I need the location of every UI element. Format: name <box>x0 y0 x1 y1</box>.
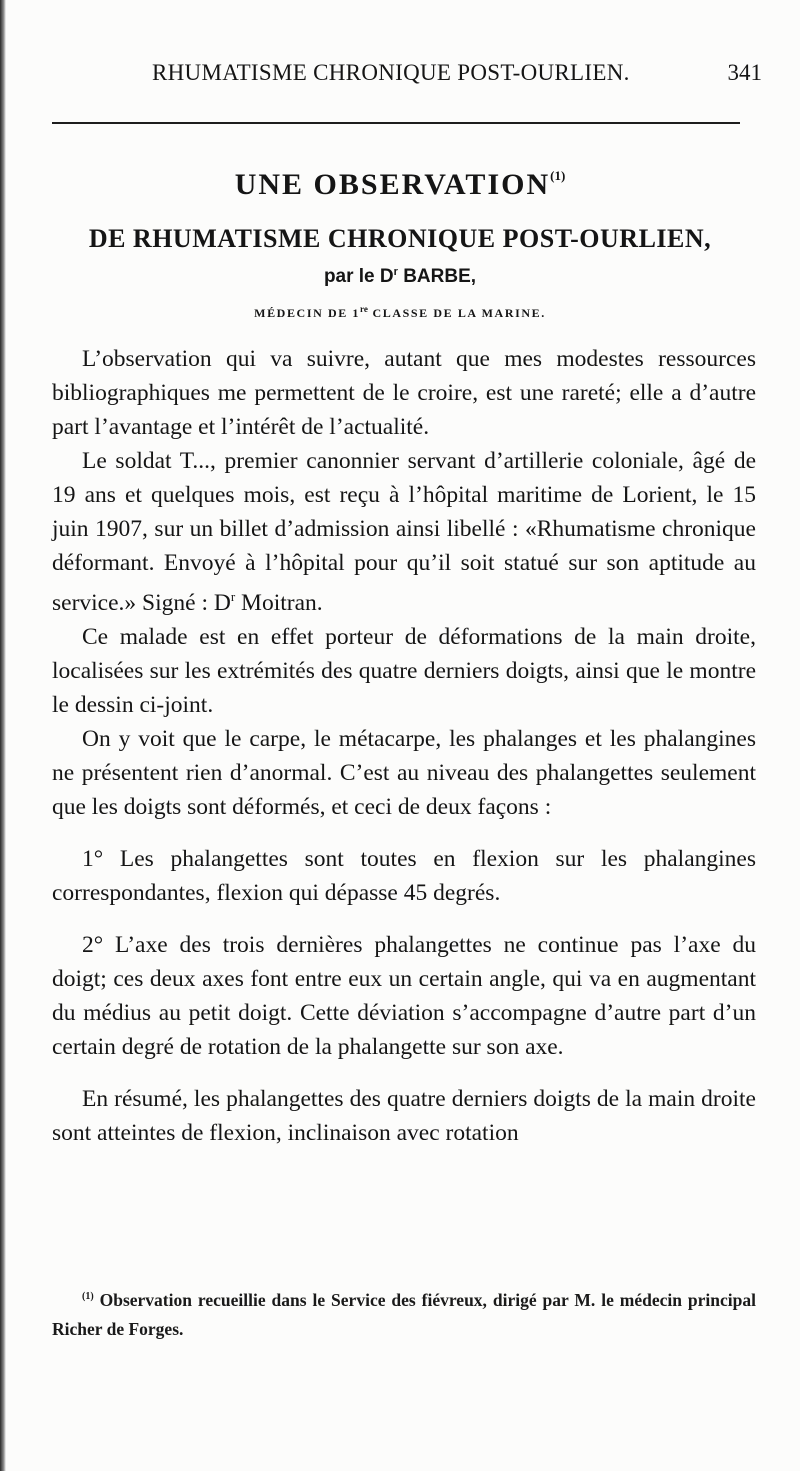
paragraph-phalanges: On y voit que le carpe, le métacarpe, les phalanges et les phalangines ne présentent rien d’anormal. C’est au niveau des phalangettes seulement que les doigts sont déformés, et ceci de deux façons : <box>52 726 756 820</box>
admission-superscript: r <box>230 589 236 604</box>
paragraph-admission <box>52 444 756 620</box>
paragraph-point-2: 2° L’axe des trois dernières phalangettes ne continue pas l’axe du doigt; ces deux axes font entre eux un certain angle, qui va en augmentant du médius au petit doigt. Cette déviation s’accompagne d’autre part d’un certain degré de rotation de la phalangette sur son axe. <box>52 932 756 1060</box>
affiliation-suffix: CLASSE DE LA MARINE. <box>372 306 546 320</box>
affiliation-superscript: re <box>360 304 368 314</box>
paragraph-intro: L’observation qui va suivre, autant que mes modestes ressources bibliographiques me permettent de le croire, est une rareté; elle a d’autre part l’avantage et l’intérêt de l’actualité. <box>52 346 756 440</box>
author-byline <box>0 266 800 288</box>
title-footnote-mark: (1) <box>550 168 566 183</box>
article-subtitle: DE RHUMATISME CHRONIQUE POST-OURLIEN, <box>88 224 712 253</box>
article-body <box>52 342 756 1150</box>
article-title <box>0 168 800 202</box>
author-name: BARBE, <box>403 266 477 287</box>
running-title: RHUMATISME CHRONIQUE POST-OURLIEN. <box>152 60 630 85</box>
footnote-paragraph <box>52 1282 756 1344</box>
running-header <box>52 60 762 94</box>
page-number: 341 <box>727 60 762 85</box>
affiliation-prefix: MÉDECIN DE 1 <box>254 306 361 320</box>
footnote <box>52 1282 756 1344</box>
page-edge-shadow <box>0 0 6 1471</box>
byline-prefix: par le D <box>323 266 394 287</box>
paragraph-deformation: Ce malade est en effet porteur de déformations de la main droite, localisées sur les extrémités des quatre derniers doigts, ainsi que le montre le dessin ci-joint. <box>52 624 756 718</box>
footnote-text: Observation recueillie dans le Service des fiévreux, dirigé par M. le médecin principal Richer de Forges. <box>52 1290 757 1339</box>
byline-superscript: r <box>393 266 398 278</box>
author-affiliation <box>0 304 800 321</box>
admission-text: Le soldat T..., premier canonnier servant d’artillerie coloniale, âgé de 19 ans et quelques mois, est reçu à l’hôpital maritime de Lorient, le 15 juin 1907, sur un billet d’admission ainsi libellé : «Rhumatisme chronique déformant. Envoyé à l’hôpital pour qu’il soit statué sur son aptitude au service.» Signé : D <box>52 448 756 616</box>
paragraph-summary: En résumé, les phalangettes des quatre derniers doigts de la main droite sont atteintes de flexion, inclinaison avec rotation <box>52 1086 756 1146</box>
footnote-mark: (1) <box>82 1291 94 1302</box>
admission-signature: Moitran. <box>235 590 323 616</box>
paragraph-point-1: 1° Les phalangettes sont toutes en flexion sur les phalangines correspondantes, flexion qui dépasse 45 degrés. <box>52 846 756 906</box>
article-title-text: UNE OBSERVATION <box>234 168 551 201</box>
header-rule <box>52 122 740 124</box>
